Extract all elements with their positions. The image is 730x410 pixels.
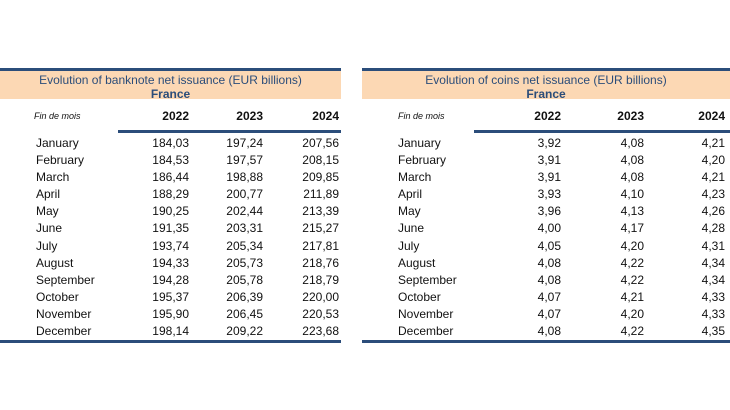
table-bottom-rule — [362, 340, 730, 343]
month-label: July — [36, 238, 58, 253]
month-label: December — [398, 324, 454, 339]
value-cell-2024: 217,81 — [302, 238, 339, 253]
coins-rows — [362, 135, 730, 340]
value-cell-2023: 203,31 — [226, 221, 263, 236]
value-cell-2023: 4,22 — [620, 255, 644, 270]
month-label: June — [398, 221, 425, 236]
value-cell-2024: 4,33 — [701, 306, 725, 321]
month-label: November — [36, 306, 92, 321]
value-cell-2023: 4,20 — [620, 306, 644, 321]
value-cell-2022: 195,90 — [152, 306, 189, 321]
value-cell-2023: 4,17 — [620, 221, 644, 236]
value-cell-2022: 184,03 — [152, 136, 189, 150]
value-cell-2022: 198,14 — [152, 324, 189, 339]
table-row — [362, 272, 730, 289]
month-label: February — [36, 153, 85, 168]
table-row — [362, 135, 730, 152]
table-row — [0, 238, 341, 255]
value-cell-2023: 209,22 — [226, 324, 263, 339]
value-cell-2023: 4,08 — [620, 153, 644, 168]
banknote-rows — [0, 135, 341, 340]
value-cell-2023: 4,21 — [620, 289, 644, 304]
table-row — [0, 255, 341, 272]
year-header-2024: 2024 — [698, 109, 725, 123]
value-cell-2023: 4,20 — [620, 238, 644, 253]
value-cell-2022: 3,92 — [537, 136, 561, 150]
year-header-2024: 2024 — [312, 109, 339, 123]
table-row — [362, 306, 730, 323]
month-label: September — [36, 272, 95, 287]
value-cell-2022: 4,07 — [537, 289, 561, 304]
table-row — [0, 152, 341, 169]
table-row — [362, 169, 730, 186]
table-row — [0, 135, 341, 152]
value-cell-2024: 223,68 — [302, 324, 339, 339]
value-cell-2023: 198,88 — [226, 170, 263, 185]
value-cell-2023: 4,13 — [620, 204, 644, 219]
value-cell-2024: 220,00 — [302, 289, 339, 304]
value-cell-2022: 186,44 — [152, 170, 189, 185]
month-label: April — [398, 187, 423, 202]
value-cell-2022: 4,00 — [537, 221, 561, 236]
month-label: March — [36, 170, 70, 185]
table-row — [362, 289, 730, 306]
month-label: September — [398, 272, 457, 287]
value-cell-2024: 4,21 — [701, 170, 725, 185]
table-row — [0, 289, 341, 306]
value-cell-2022: 4,05 — [537, 238, 561, 253]
value-cell-2022: 188,29 — [152, 187, 189, 202]
value-cell-2024: 218,76 — [302, 255, 339, 270]
value-cell-2024: 4,34 — [701, 255, 725, 270]
value-cell-2023: 4,08 — [620, 136, 644, 150]
value-cell-2024: 4,21 — [701, 136, 725, 150]
value-cell-2024: 213,39 — [302, 204, 339, 219]
table-row — [0, 323, 341, 340]
value-cell-2023: 200,77 — [226, 187, 263, 202]
month-label: May — [398, 204, 421, 219]
value-cell-2024: 207,56 — [302, 136, 339, 150]
table-row — [0, 306, 341, 323]
value-cell-2022: 4,08 — [537, 272, 561, 287]
value-cell-2024: 208,15 — [302, 153, 339, 168]
year-header-2022: 2022 — [162, 109, 189, 123]
month-label: April — [36, 187, 61, 202]
table-row — [362, 323, 730, 340]
month-label: October — [398, 289, 441, 304]
month-label: December — [36, 324, 92, 339]
value-cell-2023: 202,44 — [226, 204, 263, 219]
year-header-2023: 2023 — [236, 109, 263, 123]
table-row — [362, 238, 730, 255]
value-cell-2023: 205,73 — [226, 255, 263, 270]
banknote-table-subtitle: France — [150, 87, 191, 101]
value-cell-2023: 4,10 — [620, 187, 644, 202]
month-label: February — [398, 153, 447, 168]
table-row — [0, 203, 341, 220]
value-cell-2022: 4,07 — [537, 306, 561, 321]
table-row — [0, 220, 341, 237]
value-cell-2022: 3,96 — [537, 204, 561, 219]
value-cell-2024: 4,31 — [701, 238, 725, 253]
value-cell-2022: 3,93 — [537, 187, 561, 202]
value-cell-2022: 191,35 — [152, 221, 189, 236]
month-label: May — [36, 204, 59, 219]
value-cell-2023: 205,34 — [226, 238, 263, 253]
banknote-table — [0, 68, 341, 343]
value-cell-2024: 211,89 — [303, 187, 339, 202]
coins-table — [362, 68, 730, 343]
table-row — [362, 152, 730, 169]
month-label: August — [36, 255, 74, 270]
month-column-header: Fin de mois — [398, 111, 445, 121]
value-cell-2024: 4,28 — [701, 221, 725, 236]
table-row — [362, 203, 730, 220]
table-row — [362, 186, 730, 203]
month-label: January — [398, 136, 441, 150]
table-row — [0, 169, 341, 186]
value-cell-2022: 195,37 — [152, 289, 189, 304]
value-cell-2024: 4,23 — [701, 187, 725, 202]
value-cell-2024: 4,26 — [701, 204, 725, 219]
header-underline — [118, 130, 341, 133]
month-label: October — [36, 289, 79, 304]
value-cell-2022: 3,91 — [537, 170, 561, 185]
table-row — [0, 272, 341, 289]
value-cell-2024: 4,20 — [701, 153, 725, 168]
month-label: January — [36, 136, 79, 150]
value-cell-2024: 4,34 — [701, 272, 725, 287]
value-cell-2023: 197,57 — [226, 153, 263, 168]
value-cell-2022: 194,28 — [152, 272, 189, 287]
coins-table-header — [362, 68, 730, 99]
value-cell-2023: 206,45 — [226, 306, 263, 321]
month-label: July — [398, 238, 420, 253]
table-row — [362, 220, 730, 237]
value-cell-2024: 209,85 — [302, 170, 339, 185]
month-column-header: Fin de mois — [34, 111, 81, 121]
value-cell-2022: 3,91 — [537, 153, 561, 168]
value-cell-2022: 193,74 — [152, 238, 189, 253]
value-cell-2022: 4,08 — [537, 255, 561, 270]
value-cell-2024: 220,53 — [302, 306, 339, 321]
year-header-2023: 2023 — [617, 109, 644, 123]
value-cell-2022: 4,08 — [537, 324, 561, 339]
table-bottom-rule — [0, 340, 341, 343]
value-cell-2022: 184,53 — [152, 153, 189, 168]
month-label: November — [398, 306, 454, 321]
coins-table-title: Evolution of coins net issuance (EUR billions) — [425, 73, 667, 87]
month-label: June — [36, 221, 63, 236]
coins-table-subtitle: France — [526, 87, 566, 101]
table-row — [0, 186, 341, 203]
value-cell-2024: 4,35 — [701, 324, 725, 339]
value-cell-2023: 4,22 — [620, 324, 644, 339]
value-cell-2022: 190,25 — [152, 204, 189, 219]
value-cell-2022: 194,33 — [152, 255, 189, 270]
year-header-2022: 2022 — [534, 109, 561, 123]
value-cell-2024: 4,33 — [701, 289, 725, 304]
table-row — [362, 255, 730, 272]
value-cell-2023: 206,39 — [226, 289, 263, 304]
month-label: August — [398, 255, 436, 270]
banknote-table-title: Evolution of banknote net issuance (EUR billions) — [39, 73, 302, 87]
value-cell-2023: 205,78 — [226, 272, 263, 287]
header-underline — [474, 130, 730, 133]
value-cell-2023: 4,08 — [620, 170, 644, 185]
coins-column-headers — [362, 99, 730, 133]
banknote-table-header — [0, 68, 341, 99]
value-cell-2024: 215,27 — [302, 221, 339, 236]
value-cell-2023: 4,22 — [620, 272, 644, 287]
value-cell-2023: 197,24 — [226, 136, 263, 150]
banknote-column-headers — [0, 99, 341, 133]
value-cell-2024: 218,79 — [302, 272, 339, 287]
month-label: March — [398, 170, 432, 185]
